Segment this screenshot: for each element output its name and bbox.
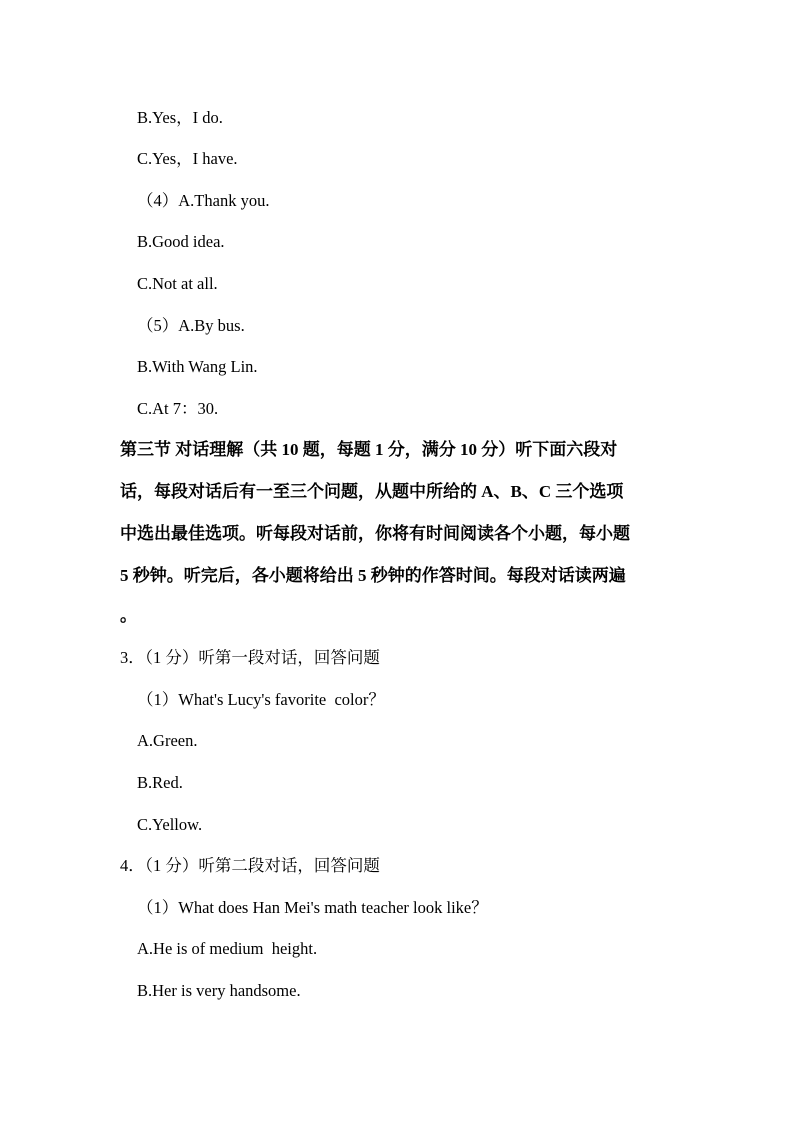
section-instructions-line: 5 秒钟。听完后，各小题将给出 5 秒钟的作答时间。每段对话读两遍 bbox=[120, 566, 626, 585]
question-3-option-a: A.Green. bbox=[137, 731, 198, 750]
option-line: B.Yes，I do. bbox=[137, 108, 223, 127]
question-4-title: 4．（1 分）听第二段对话，回答问题 bbox=[120, 856, 380, 875]
option-line: B.Good idea. bbox=[137, 232, 225, 251]
option-line: C.Not at all. bbox=[137, 274, 218, 293]
question-3-option-c: C.Yellow. bbox=[137, 815, 203, 834]
question-4-option-a: A.He is of medium height. bbox=[137, 939, 318, 958]
question-3-option-b: B.Red. bbox=[137, 773, 183, 792]
subquestion-line: （4）A.Thank you. bbox=[137, 191, 270, 210]
question-4-option-b: B.Her is very handsome. bbox=[137, 981, 301, 1000]
option-line: C.At 7：30. bbox=[137, 399, 219, 418]
section-instructions-line: 。 bbox=[120, 606, 137, 625]
section-instructions-line: 话，每段对话后有一至三个问题，从题中所给的 A、B、C 三个选项 bbox=[120, 482, 624, 501]
option-line: C.Yes，I have. bbox=[137, 149, 238, 168]
subquestion-line: （5）A.By bus. bbox=[137, 316, 245, 335]
option-line: B.With Wang Lin. bbox=[137, 357, 258, 376]
section-instructions-line: 中选出最佳选项。听每段对话前，你将有时间阅读各个小题，每小题 bbox=[120, 524, 630, 543]
question-4-prompt: （1）What does Han Mei's math teacher look like？ bbox=[137, 898, 488, 917]
question-3-prompt: （1）What's Lucy's favorite color？ bbox=[137, 690, 385, 709]
question-3-title: 3．（1 分）听第一段对话，回答问题 bbox=[120, 648, 380, 667]
section-instructions-line: 第三节 对话理解（共 10 题，每题 1 分，满分 10 分）听下面六段对 bbox=[120, 440, 618, 459]
